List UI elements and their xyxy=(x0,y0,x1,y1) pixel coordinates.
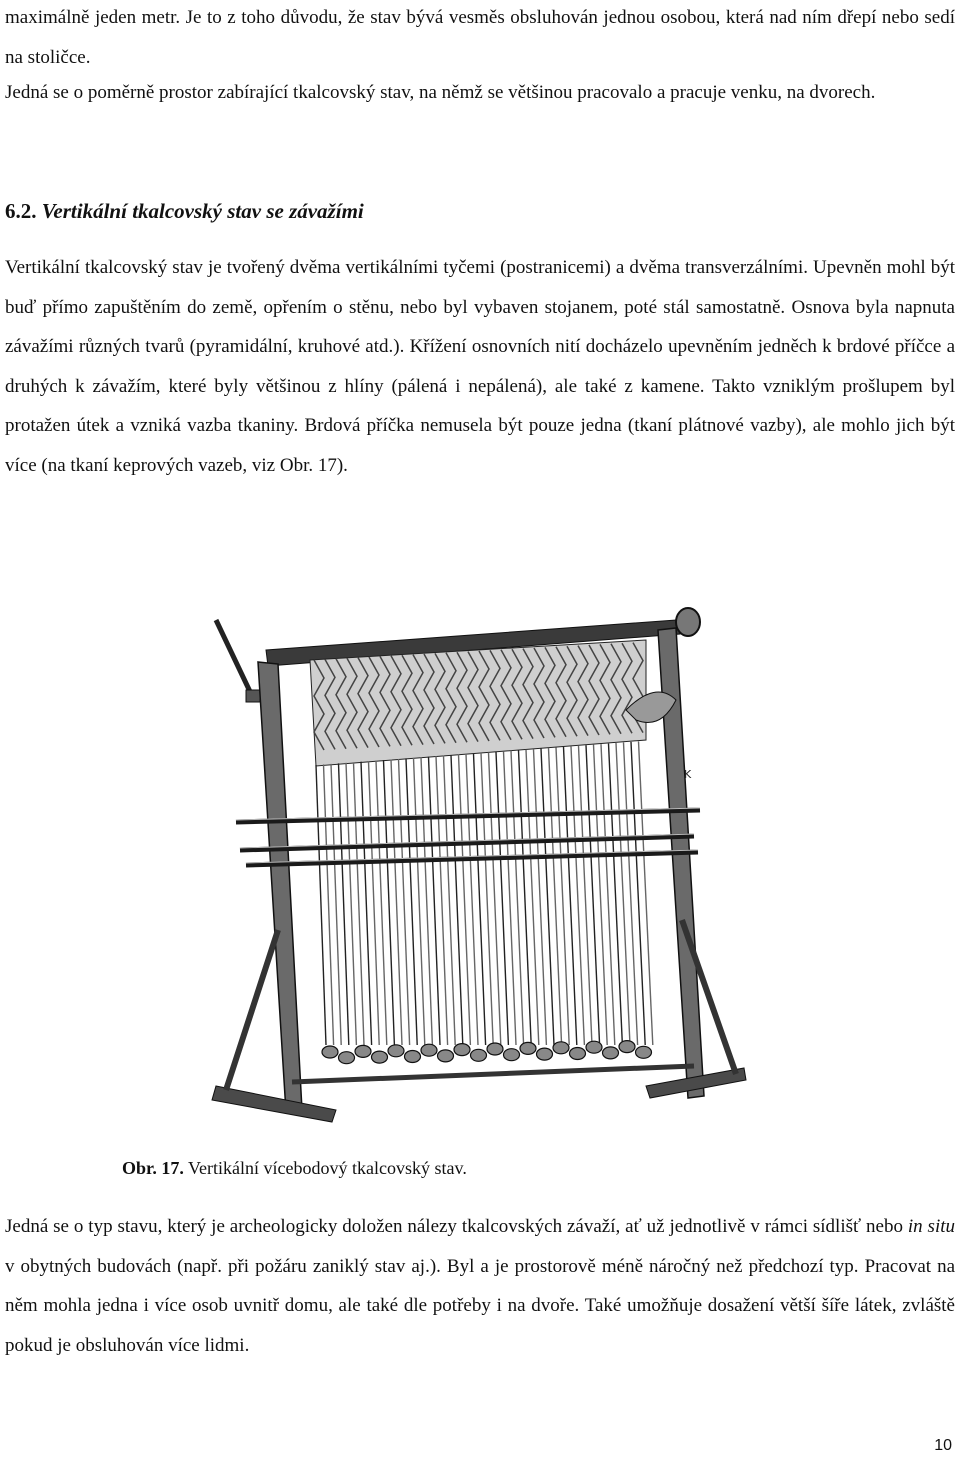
section-number: 6.2. xyxy=(5,199,37,223)
caption-label: Obr. 17. xyxy=(122,1158,184,1178)
paragraph-horizontal-loom: Jedná se o poměrně prostor zabírající tkalcovský stav, na němž se většinou pracovalo a pracuje venku, na dvorech. xyxy=(5,82,876,103)
loom-drawing xyxy=(206,590,750,1130)
section-title: Vertikální tkalcovský stav se závažími xyxy=(41,199,364,223)
caption-text: Vertikální vícebodový tkalcovský stav. xyxy=(188,1158,467,1178)
paragraph-archaeology xyxy=(5,1207,955,1365)
loom-illustration xyxy=(206,590,750,1130)
paragraph-vertical-loom: Vertikální tkalcovský stav je tvořený dvěma vertikálními tyčemi (postranicemi) a dvěma transverzálními. Upevněn mohl být buď přímo zapuštěním do země, opřením o stěnu, nebo byl vybaven stojanem, poté stál samostatně. Osnova byla napnuta závažími různých tvarů (pyramidální, kruhové atd.). Křížení osnovních nití docházelo upevněním jedněch k brdové příčce a druhých k závažím, které byly většinou z hlíny (pálená i nepálená), ale také z kamene. Takto vzniklým prošlupem byl protažen útek a vzniká vazba tkaniny. Brdová příčka nemusela být pouze jedna (tkaní plátnové vazby), ale mohlo jich být více (na tkaní keprových vazeb, viz Obr. 17). xyxy=(5,257,955,476)
paragraph-archaeology-italic: in situ xyxy=(907,1216,956,1237)
page-number: 10 xyxy=(934,1437,952,1454)
figure-marker-k: K xyxy=(684,768,692,781)
paragraph-intro: maximálně jeden metr. Je to z toho důvodu, že stav bývá vesměs obsluhován jednou osobou, která nad ním dřepí nebo sedí na stoličce. xyxy=(5,7,955,68)
paragraph-archaeology-part1: Jedná se o typ stavu, který je archeologicky doložen nálezy tkalcovských závaží, ať už jednotlivě v rámci sídlišť nebo xyxy=(5,1216,908,1237)
figure-caption xyxy=(122,1155,467,1181)
paragraph-archaeology-part2: v obytných budovách (např. při požáru zaniklý stav aj.). Byl a je prostorově méně náročný než předchozí typ. Pracovat na něm mohla jedna i více osob uvnitř domu, ale také dle potřeby i na dvoře. Také umožňuje dosažení větší šíře látek, zvláště pokud je obsluhován více lidmi. xyxy=(5,1255,955,1356)
section-heading xyxy=(5,196,364,226)
